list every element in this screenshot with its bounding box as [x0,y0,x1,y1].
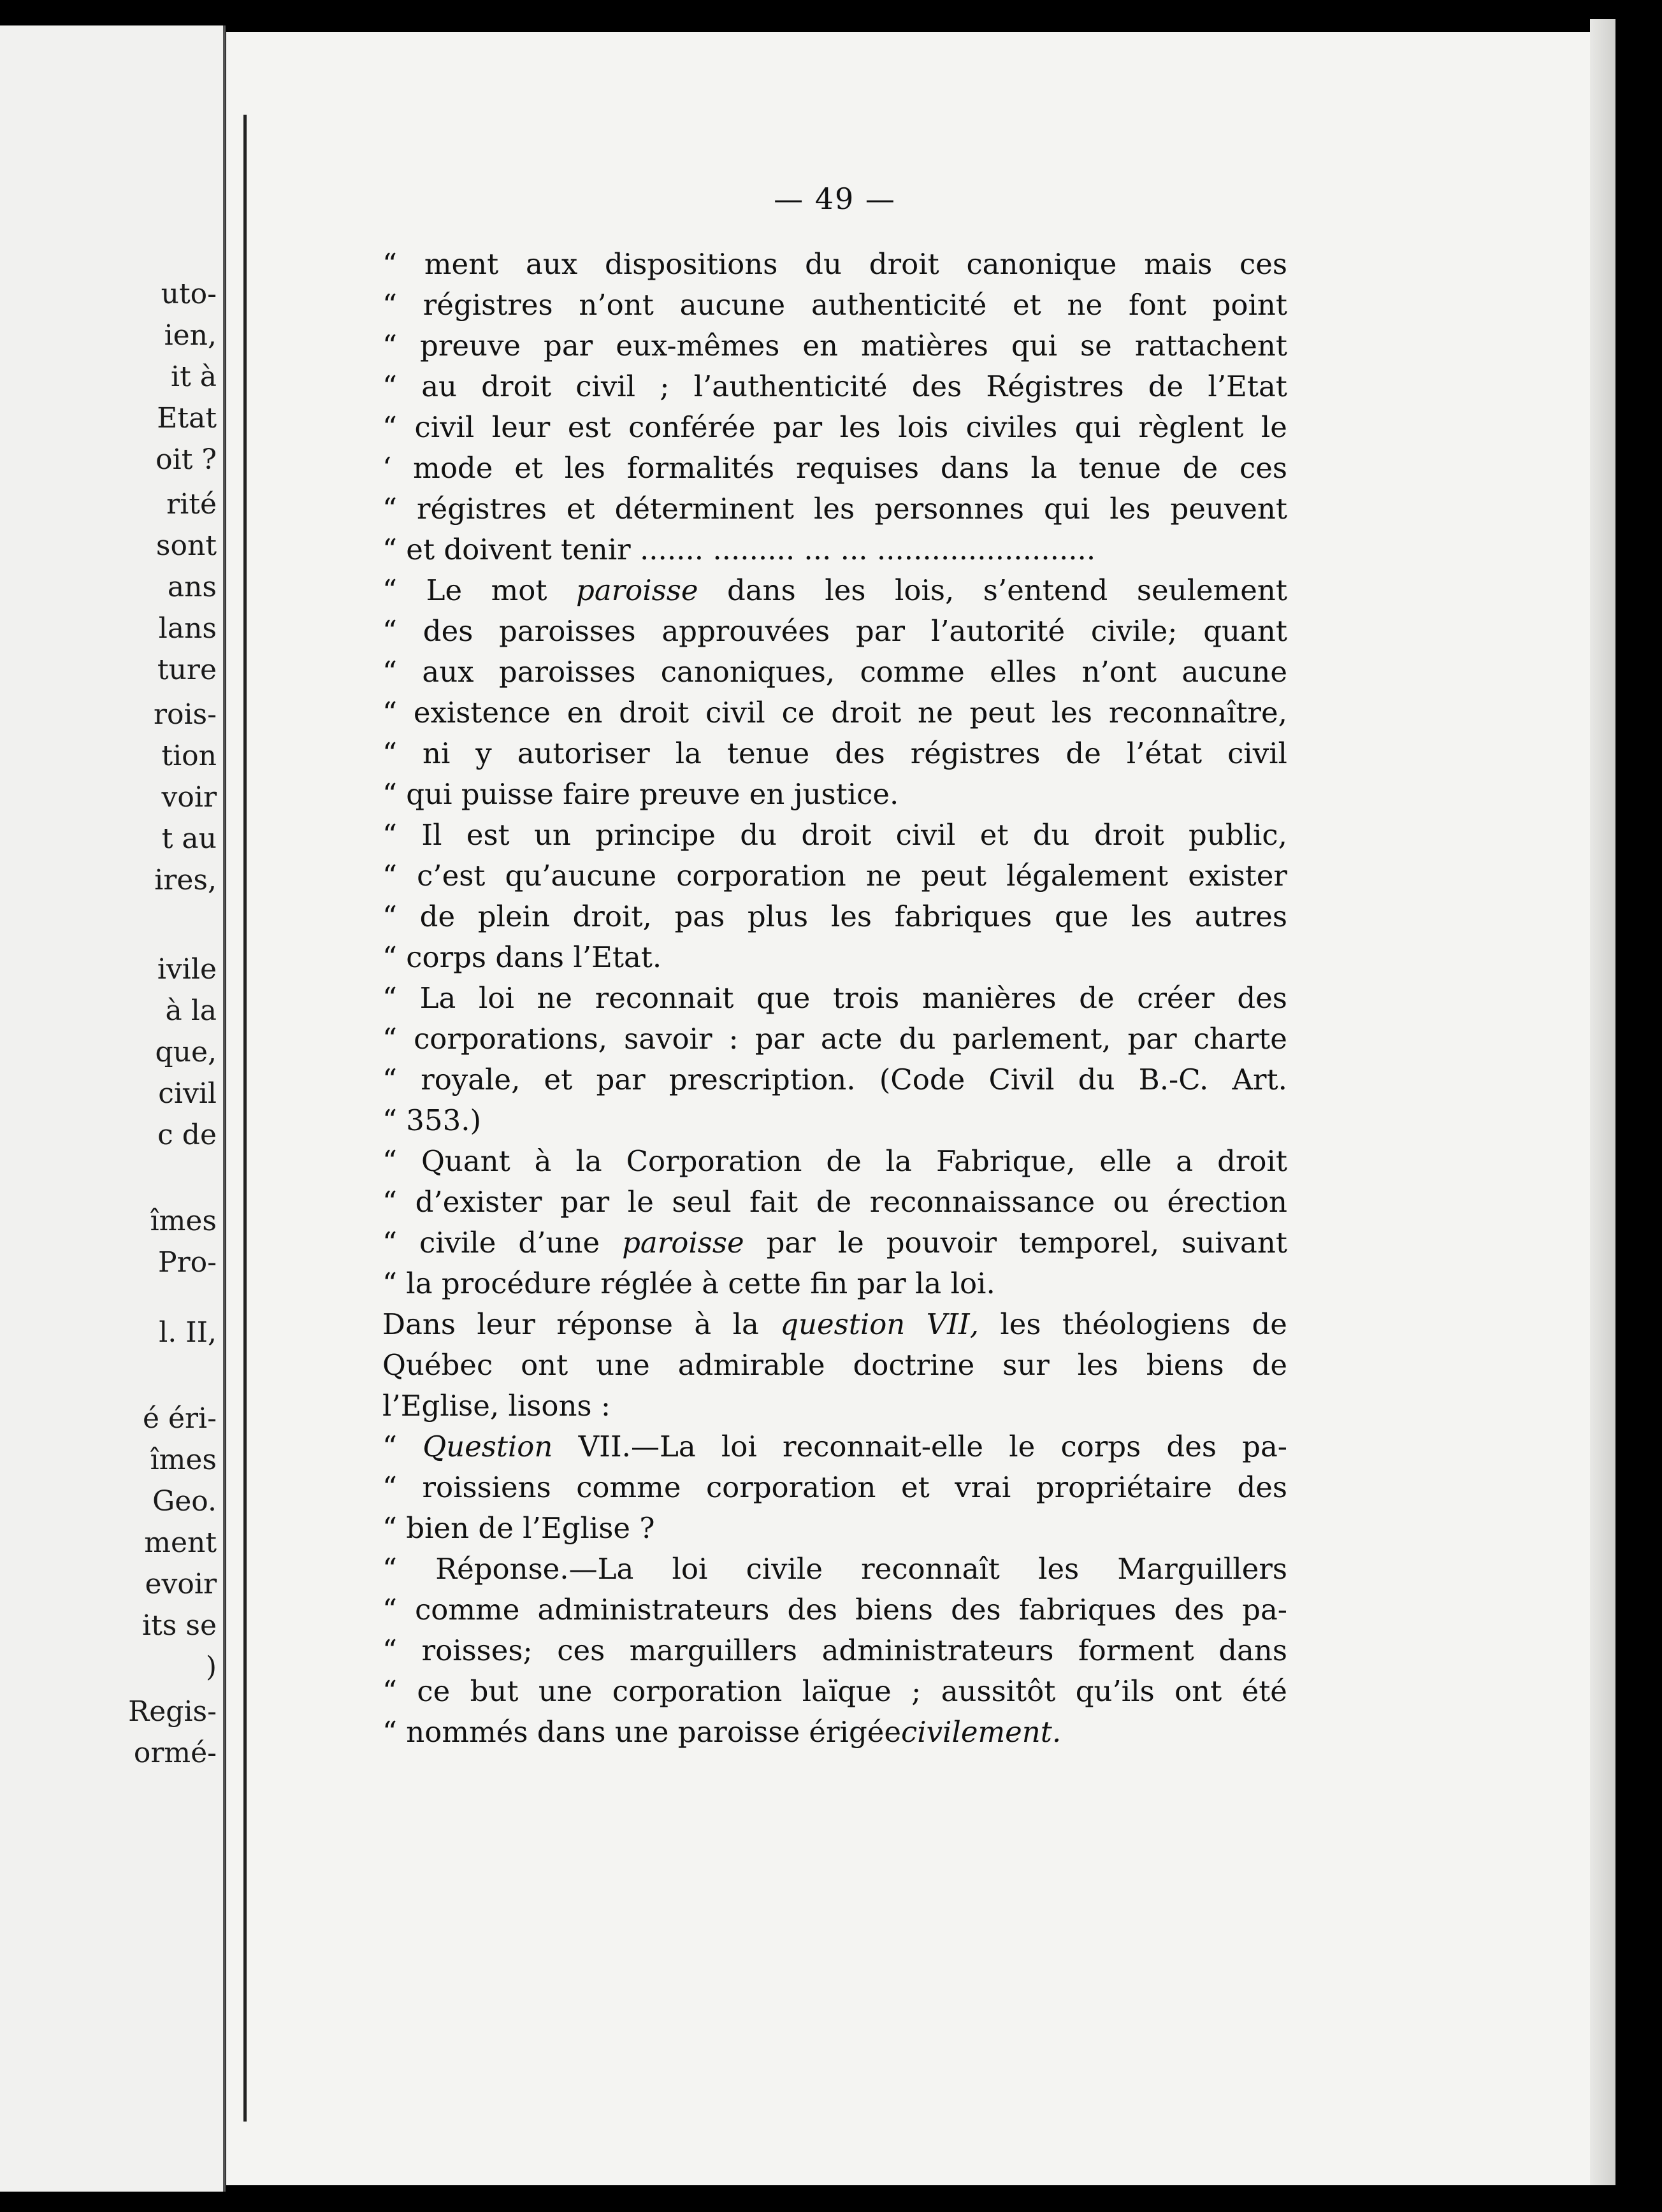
previous-page-text-fragment: à la [165,995,217,1027]
previous-page-text-fragment: îmes [150,1444,217,1476]
text-line: “ roissiens comme corporation et vrai propriétaire des [382,1470,1287,1504]
text-line: “ corps dans l’Etat. [382,940,662,974]
page-number: — 49 — [774,182,896,216]
text-line: “ qui puisse faire preuve en justice. [382,777,899,811]
text-line: “ régistres n’ont aucune authenticité et ne font point [382,288,1287,322]
text-line: “ Le mot paroisse dans les lois, s’entend seulement [382,573,1287,607]
previous-page-fragment [0,25,223,2192]
text-line: “ civil leur est conférée par les lois civiles qui règlent le [382,410,1287,444]
previous-page-text-fragment: ture [157,654,217,686]
text-line: l’Eglise, lisons : [382,1389,611,1423]
previous-page-text-fragment: t au [161,822,217,855]
previous-page-text-fragment: rité [166,488,217,521]
previous-page-text-fragment: que, [155,1036,217,1068]
text-line: “ des paroisses approuvées par l’autorité civile; quant [382,614,1287,648]
text-line: “ de plein droit, pas plus les fabriques que les autres [382,900,1287,933]
previous-page-text-fragment: tion [161,740,217,772]
previous-page-text-fragment: l. II, [159,1316,217,1349]
text-line: “ 353.) [382,1103,482,1137]
text-line: “ preuve par eux-mêmes en matières qui se rattachent [382,329,1287,363]
text-line: “ la procédure réglée à cette fin par la loi. [382,1267,995,1300]
previous-page-text-fragment: oit ? [155,443,217,476]
previous-page-text-fragment: its se [142,1609,217,1642]
previous-page-text-fragment: lans [158,612,217,645]
previous-page-text-fragment: Etat [157,402,217,434]
text-line: Dans leur réponse à la question VII, les théologiens de [382,1307,1287,1341]
text-line: ‘ mode et les formalités requises dans la tenue de ces [382,451,1287,485]
text-line: “ c’est qu’aucune corporation ne peut légalement exister [382,859,1287,893]
text-line: “ aux paroisses canoniques, comme elles n’ont aucune [382,655,1287,689]
previous-page-text-fragment: ans [167,571,217,603]
text-line: “ comme administrateurs des biens des fabriques des pa- [382,1593,1287,1627]
previous-page-text-fragment: ormé- [133,1737,217,1769]
previous-page-text-fragment: rois- [153,698,217,731]
text-line: “ et doivent tenir ....... ......... ... ... ........................ [382,533,1096,566]
previous-page-text-fragment: voir [161,781,217,814]
text-line: “ régistres et déterminent les personnes qui les peuvent [382,492,1287,526]
page-body-text [382,244,1287,1753]
text-line: “ nommés dans une paroisse érigée civilement. [382,1715,1062,1749]
previous-page-text-fragment: sont [155,529,217,562]
previous-page-text-fragment: ment [144,1526,217,1559]
text-line: “ ment aux dispositions du droit canonique mais ces [382,247,1287,281]
previous-page-text-fragment: c de [157,1119,217,1151]
previous-page-text-fragment: ires, [154,864,217,896]
text-line: “ bien de l’Eglise ? [382,1511,655,1545]
text-line: “ Question VII.—La loi reconnait-elle le corps des pa- [382,1430,1287,1463]
previous-page-text-fragment: Regis- [128,1695,217,1728]
text-line: “ corporations, savoir : par acte du parlement, par charte [382,1022,1287,1056]
text-line: “ ce but une corporation laïque ; aussitôt qu’ils ont été [382,1674,1287,1708]
previous-page-text-fragment: ivile [157,953,217,986]
text-line: “ ni y autoriser la tenue des régistres de l’état civil [382,736,1287,770]
previous-page-text-fragment: Geo. [152,1485,217,1518]
text-line: “ Il est un principe du droit civil et du droit public, [382,818,1287,852]
previous-page-text-fragment: it à [171,361,217,393]
previous-page-text-fragment: uto- [161,278,217,310]
page-gutter-edge [223,25,226,2192]
text-line: “ au droit civil ; l’authenticité des Régistres de l’Etat [382,370,1287,403]
text-line: “ Réponse.—La loi civile reconnaît les Marguillers [382,1552,1287,1586]
previous-page-text-fragment: civil [158,1077,217,1110]
page-stack-edge [1590,19,1615,2185]
previous-page-text-fragment: ) [205,1651,217,1683]
previous-page-text-fragment: îmes [150,1205,217,1237]
text-line: “ d’exister par le seul fait de reconnaissance ou érection [382,1185,1287,1219]
text-line: “ La loi ne reconnait que trois manières de créer des [382,981,1287,1015]
text-line: Québec ont une admirable doctrine sur les biens de [382,1348,1287,1382]
text-line: “ existence en droit civil ce droit ne peut les reconnaître, [382,696,1287,729]
text-line: “ roisses; ces marguillers administrateurs forment dans [382,1634,1287,1667]
previous-page-text-fragment: ien, [164,319,217,352]
previous-page-text-fragment: evoir [145,1568,217,1600]
page-spine-line [243,115,247,2122]
text-line: “ civile d’une paroisse par le pouvoir temporel, suivant [382,1226,1287,1260]
previous-page-text-fragment: Pro- [158,1246,217,1279]
previous-page-text-fragment: é éri- [142,1402,217,1435]
text-line: “ Quant à la Corporation de la Fabrique, elle a droit [382,1144,1287,1178]
text-line: “ royale, et par prescription. (Code Civil du B.-C. Art. [382,1063,1287,1096]
